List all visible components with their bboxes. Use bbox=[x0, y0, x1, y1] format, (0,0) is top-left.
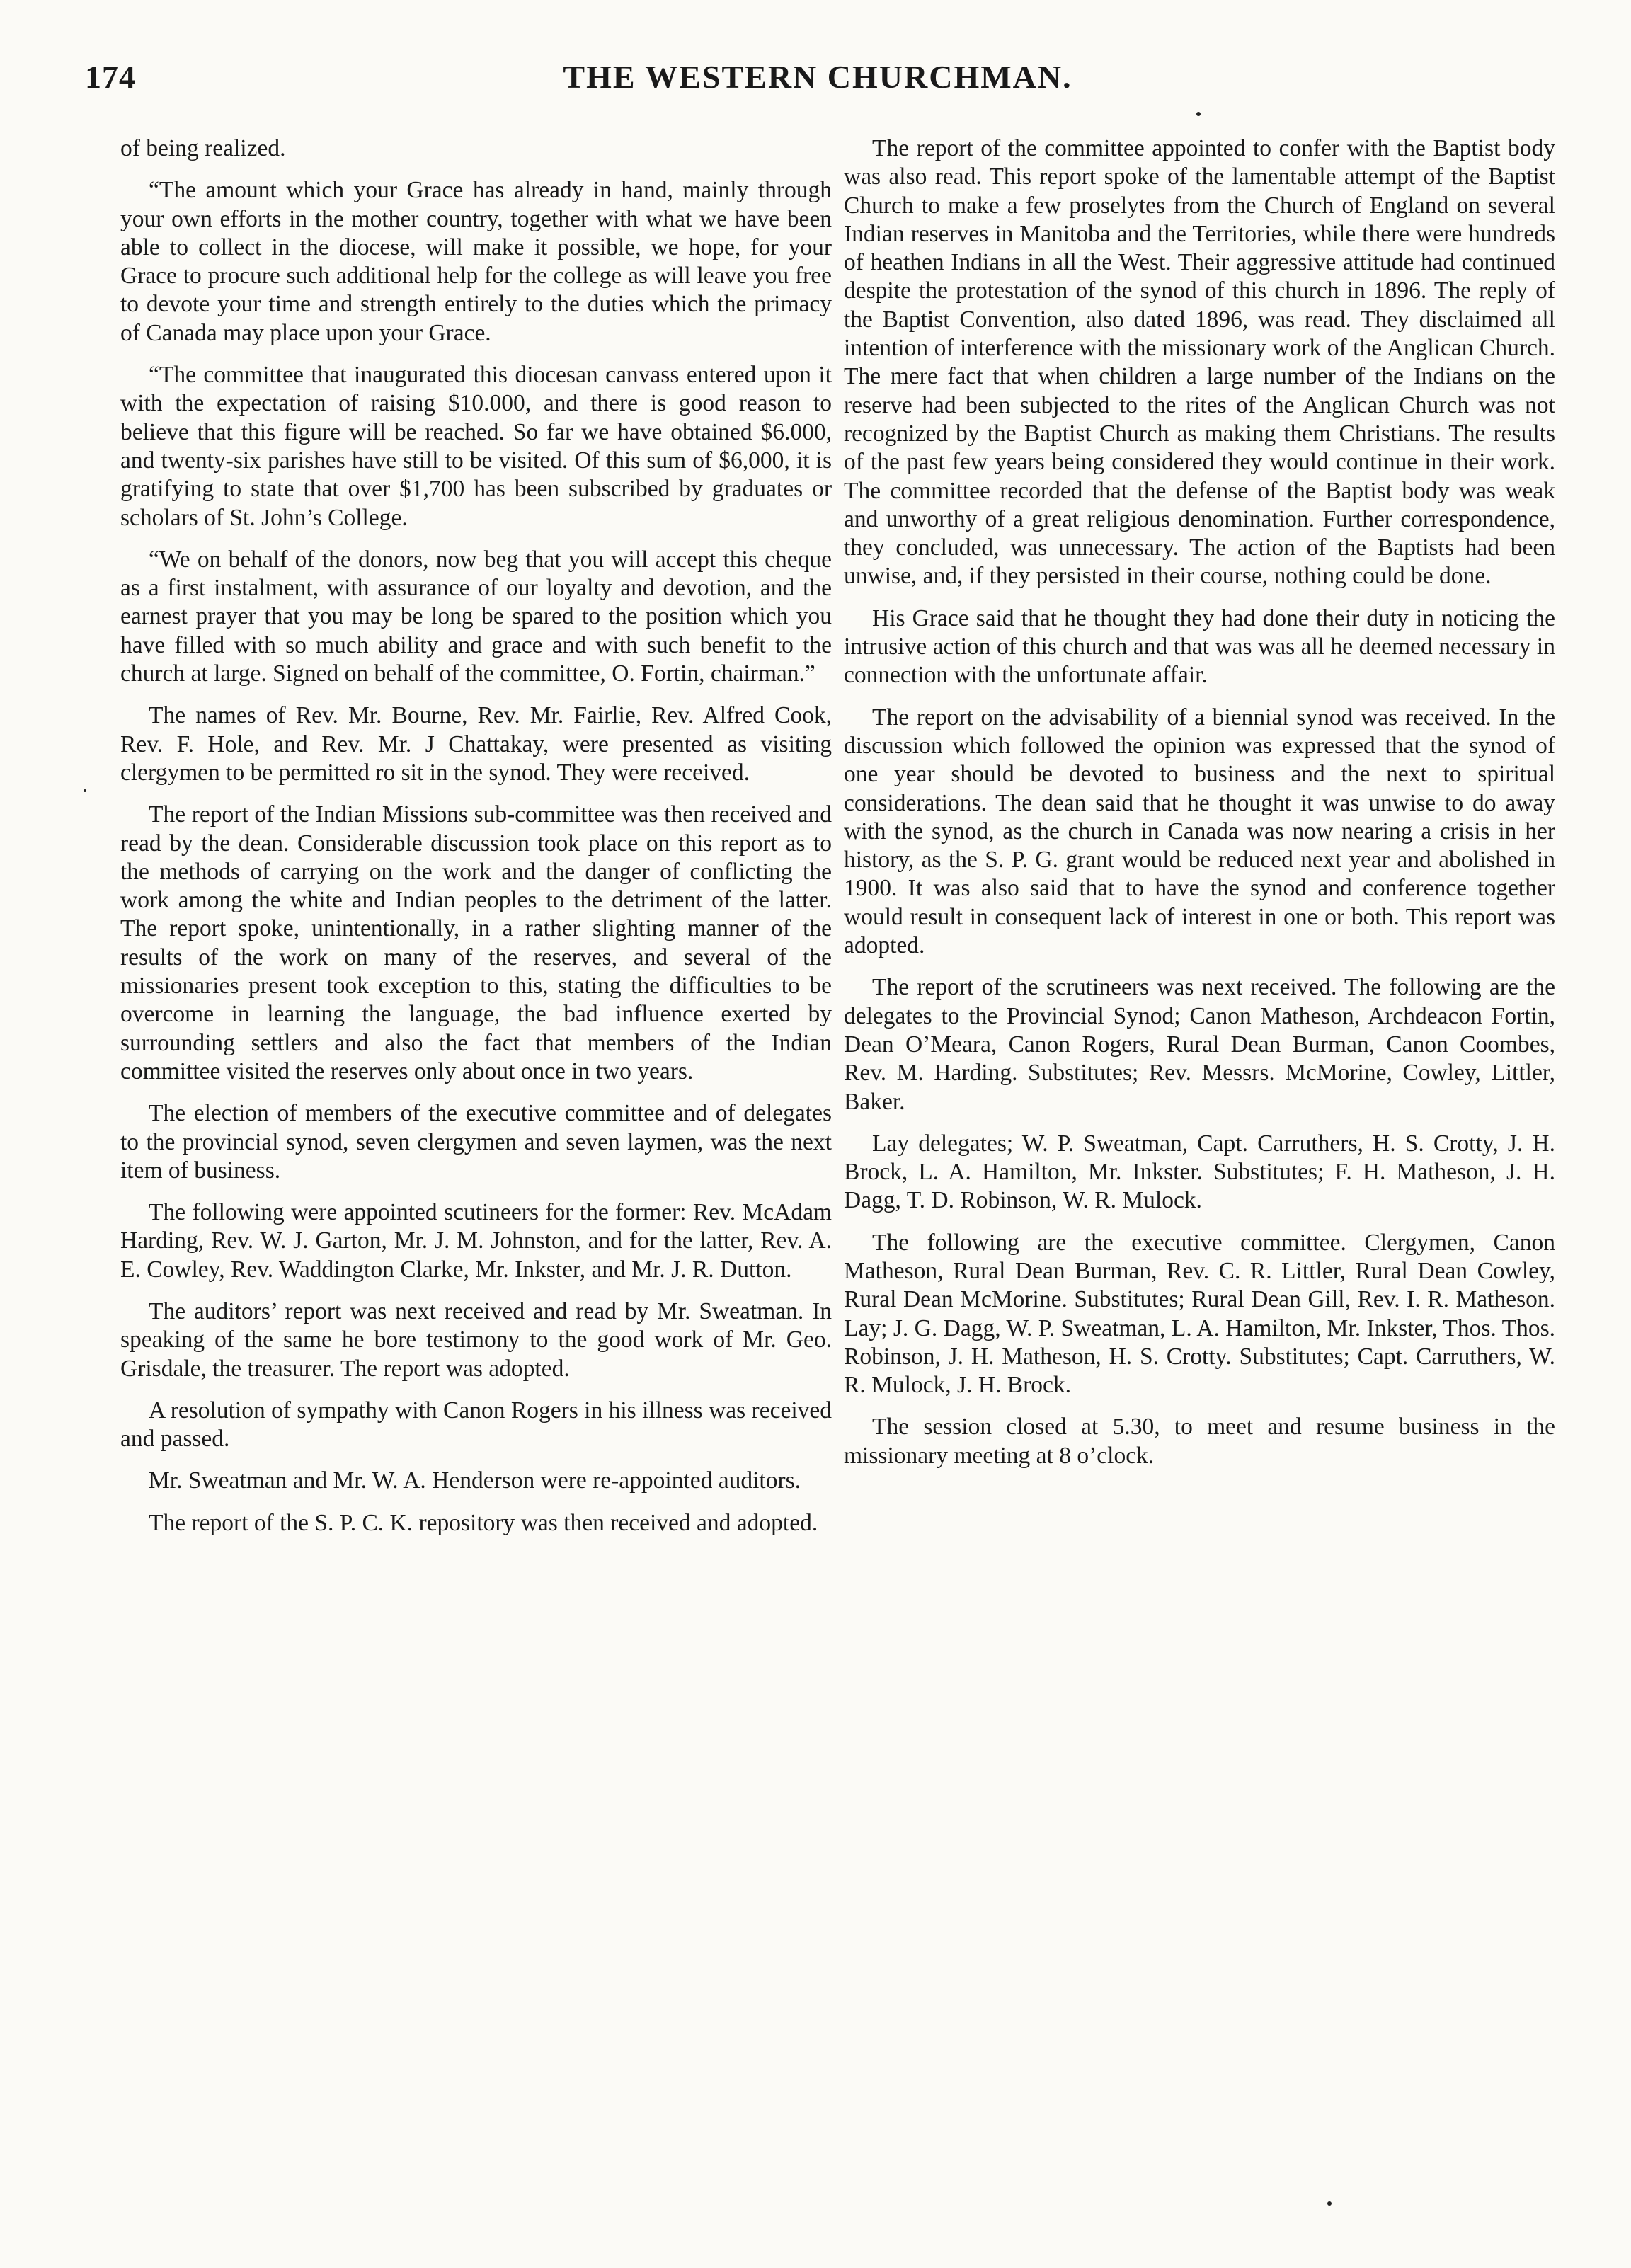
paragraph: The report of the S. P. C. K. repository was then received and adopted. bbox=[149, 1509, 818, 1536]
paragraph: The report on the advisability of a biennial synod was received. In the discussion which followed the opinion was expressed that the synod of one year should be devoted to business and the next to spiritual considerations. The dean said that he thought it was unwise to do away with the synod, as the church in Canada was now nearing a crisis in her history, as the S. P. G. grant would be reduced next year and abolished in 1900. It was also said that to have the synod and conference together would result in consequent lack of interest in one or both. This report was adopted. bbox=[844, 704, 1555, 959]
page-header bbox=[85, 58, 1550, 108]
paragraph: “We on behalf of the donors, now beg that you will accept this cheque as a first instalment, with assurance of our loyalty and devotion, and the earnest prayer that you may be long be spared to the position which you have filled with so much ability and grace and with such benefit to the church at large. Signed on behalf of the committee, O. Fortin, chairman.” bbox=[120, 546, 832, 687]
left-column bbox=[120, 134, 832, 1551]
paragraph: The election of members of the executive committee and of delegates to the provincial synod, seven clergymen and seven laymen, was the next item of business. bbox=[120, 1100, 832, 1184]
page-number: 174 bbox=[85, 59, 136, 95]
paragraph: The session closed at 5.30, to meet and resume business in the missionary meeting at 8 o’clock. bbox=[844, 1414, 1555, 1469]
paragraph: The report of the committee appointed to confer with the Baptist body was also read. This report spoke of the lamentable attempt of the Baptist Church to make a few proselytes from the Church of England on several Indian reserves in Manitoba and the Territories, while there were hundreds of heathen Indians in all the West. Their aggressive attitude had continued despite the protestation of the synod of this church in 1896. The reply of the Baptist Convention, also dated 1896, was read. They disclaimed all intention of interference with the missionary work of the Anglican Church. The mere fact that when children a large number of the Indians on the reserve had been subjected to the rites of the Anglican Church was not recognized by the Baptist Church as making them Christians. The results of the past few years being considered they would continue in their work. The committee recorded that the defense of the Baptist body was weak and unworthy of a great religious denomination. Further correspondence, they concluded, was unnecessary. The action of the Baptists had been unwise, and, if they persisted in their course, nothing could be done. bbox=[844, 135, 1555, 590]
paragraph: The auditors’ report was next received and read by Mr. Sweatman. In speaking of the same he bore testimony to the good work of Mr. Geo. Grisdale, the treasurer. The report was adopted. bbox=[120, 1298, 832, 1382]
paragraph: “The committee that inaugurated this diocesan canvass entered upon it with the expectation of raising $10.000, and there is good reason to believe that this figure will be reached. So far we have obtained $6.000, and twenty-six parishes have still to be visited. Of this sum of $6,000, it is gratifying to state that over $1,700 has been subscribed by graduates or scholars of St. John’s College. bbox=[120, 362, 832, 531]
paragraph: Mr. Sweatman and Mr. W. A. Henderson were re-appointed auditors. bbox=[149, 1467, 801, 1494]
paragraph: of being realized. bbox=[120, 135, 286, 161]
right-column bbox=[844, 134, 1555, 1484]
paragraph: The following are the executive committee. Clergymen, Canon Matheson, Rural Dean Burman, Rev. C. R. Littler, Rural Dean Cowley, Rural Dean McMorine. Substitutes; Rural Dean Gill, Rev. I. R. Matheson. Lay; J. G. Dagg, W. P. Sweatman, L. A. Hamilton, Mr. Inkster, Thos. Thos. Robinson, J. H. Matheson, H. S. Crotty. Substitutes; Capt. Carruthers, W. R. Mulock, J. H. Brock. bbox=[844, 1229, 1555, 1399]
paragraph: His Grace said that he thought they had done their duty in noticing the intrusive action of this church and that was was all he deemed necessary in connection with the unfortunate affair. bbox=[844, 605, 1555, 689]
paragraph: A resolution of sympathy with Canon Rogers in his illness was received and passed. bbox=[120, 1397, 832, 1453]
ink-speck bbox=[84, 789, 86, 792]
paragraph: The report of the Indian Missions sub-committee was then received and read by the dean. Considerable discussion took place on this report as to the methods of carrying on the work and the danger of conflicting the work among the white and Indian peoples to the detriment of the latter. The report spoke, unintentionally, in a rather slighting manner of the results of the work on many of the reserves, and several of the missionaries present took exception to this, stating the difficulties to be overcome in learning the language, the bad influence exerted by surrounding settlers and also the fact that members of the Indian committee visited the reserves only about once in two years. bbox=[120, 801, 832, 1084]
paragraph: The following were appointed scutineers for the former: Rev. McAdam Harding, Rev. W. J. Garton, Mr. J. M. Johnston, and for the latter, Rev. A. E. Cowley, Rev. Waddington Clarke, Mr. Inkster, and Mr. J. R. Dutton. bbox=[120, 1199, 832, 1283]
paragraph: The names of Rev. Mr. Bourne, Rev. Mr. Fairlie, Rev. Alfred Cook, Rev. F. Hole, and Rev. Mr. J Chattakay, were presented as visiting clergymen to be permitted ro sit in the synod. They were received. bbox=[120, 702, 832, 786]
paragraph: “The amount which your Grace has already in hand, mainly through your own efforts in the mother country, together with what we have been able to collect in the diocese, will make it possible, we hope, for your Grace to procure such additional help for the college as will leave you free to devote your time and strength entirely to the duties which the primacy of Canada may place upon your Grace. bbox=[120, 177, 832, 346]
running-title: THE WESTERN CHURCHMAN. bbox=[563, 59, 1072, 95]
paragraph: Lay delegates; W. P. Sweatman, Capt. Carruthers, H. S. Crotty, J. H. Brock, L. A. Hamilton, Mr. Inkster. Substitutes; F. H. Matheson, J. H. Dagg, T. D. Robinson, W. R. Mulock. bbox=[844, 1130, 1555, 1214]
ink-speck bbox=[1196, 112, 1201, 116]
ink-speck bbox=[1327, 2201, 1332, 2206]
paragraph: The report of the scrutineers was next received. The following are the delegates to the Provincial Synod; Canon Matheson, Archdeacon Fortin, Dean O’Meara, Canon Rogers, Rural Dean Burman, Canon Coombes, Rev. M. Harding. Substitutes; Rev. Messrs. McMorine, Cowley, Littler, Baker. bbox=[844, 974, 1555, 1115]
